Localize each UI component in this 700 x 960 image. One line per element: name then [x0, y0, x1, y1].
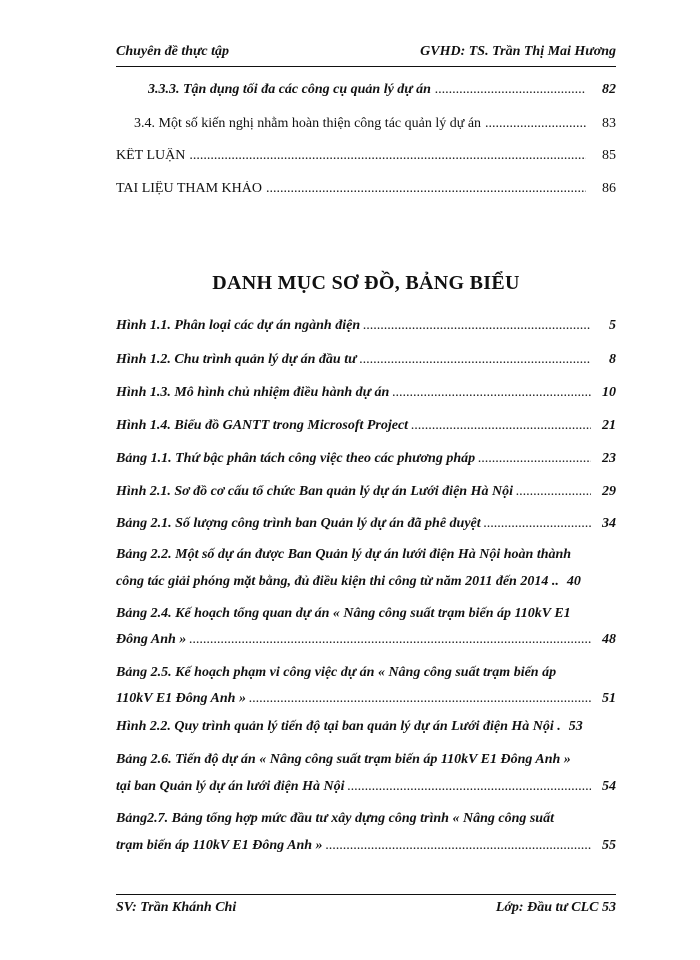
list-item: Hình 2.2. Quy trình quản lý tiến độ tại ban quản lý dự án Lưới điện Hà Nội . 53 [116, 719, 583, 734]
list-item: Hình 2.1. Sơ đồ cơ cấu tổ chức Ban quản lý dự án Lưới điện Hà Nội ..... 29 [116, 484, 616, 500]
list-item-line1: Bảng 2.2. Một số dự án được Ban Quản lý dự án lưới điện Hà Nội hoàn thành [116, 547, 572, 562]
toc-entry: 3.3.3. Tận dụng tối đa các công cụ quản lý dự án ..... 82 [148, 82, 616, 98]
list-item-line1: Bảng 2.6. Tiến độ dự án « Nâng công suất trạm biến áp 110kV E1 Đông Anh » [116, 752, 571, 767]
toc-entry: KẾT LUẬN ..... 85 [116, 148, 616, 164]
toc-entry: TAI LIỆU THAM KHẢO ..... 86 [116, 181, 616, 197]
footer-left: SV: Trần Khánh Chi [116, 900, 237, 915]
list-item: Bảng 1.1. Thứ bậc phân tách công việc theo các phương pháp ..... 23 [116, 451, 616, 467]
page-footer [116, 900, 616, 916]
header-right: GVHD: TS. Trần Thị Mai Hương [420, 44, 616, 59]
footer-rule [116, 894, 616, 895]
list-item-line2: tại ban Quản lý dự án lưới điện Hà Nội ..... 54 [116, 779, 616, 795]
list-item-line1: Bảng 2.5. Kế hoạch phạm vi công việc dự án « Nâng công suất trạm biến áp [116, 665, 557, 680]
footer-right: Lớp: Đầu tư CLC 53 [495, 900, 616, 915]
list-item: Hình 1.4. Biểu đồ GANTT trong Microsoft Project ..... 21 [116, 418, 616, 434]
list-item-line2: 110kV E1 Đông Anh » ..... 51 [116, 691, 616, 707]
list-item: Hình 1.1. Phân loại các dự án ngành điện ..... 5 [116, 318, 616, 334]
page-header [116, 44, 616, 60]
header-left: Chuyên đề thực tập [116, 44, 230, 59]
toc-entry: 3.4. Một số kiến nghị nhằm hoàn thiện công tác quản lý dự án ..... 83 [134, 116, 616, 132]
list-item: Hình 1.2. Chu trình quản lý dự án đầu tư ..... 8 [116, 352, 616, 368]
list-item-line1: Bảng 2.4. Kế hoạch tổng quan dự án « Nâng công suất trạm biến áp 110kV E1 [116, 606, 571, 621]
page-title: DANH MỤC SƠ ĐỒ, BẢNG BIỂU [212, 272, 520, 294]
list-item: Hình 1.3. Mô hình chủ nhiệm điều hành dự án ..... 10 [116, 385, 616, 401]
list-item: Bảng 2.1. Số lượng công trình ban Quản lý dự án đã phê duyệt ..... 34 [116, 516, 616, 532]
header-rule [116, 66, 616, 67]
list-item-line2: trạm biến áp 110kV E1 Đông Anh » ..... 55 [116, 838, 616, 854]
list-item-line2: công tác giải phóng mặt bằng, đủ điều kiện thi công từ năm 2011 đến 2014 .. 40 [116, 574, 581, 589]
list-item-line2: Đông Anh » ..... 48 [116, 632, 616, 648]
list-item-line1: Bảng2.7. Bảng tổng hợp mức đầu tư xây dựng công trình « Nâng công suất [116, 811, 554, 826]
